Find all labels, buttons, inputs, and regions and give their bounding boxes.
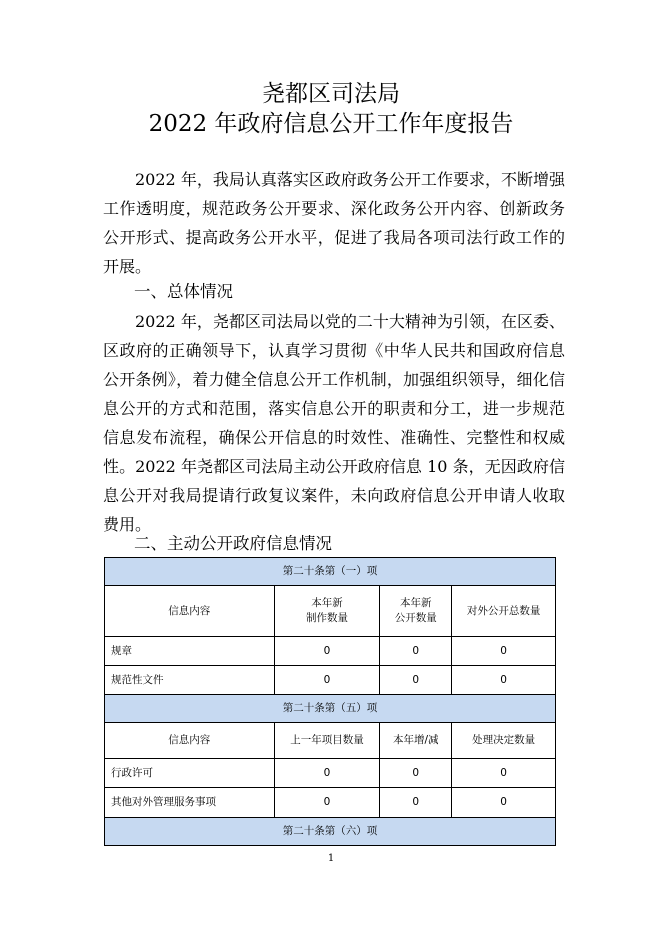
header-cell: 处理决定数量 xyxy=(452,723,556,759)
cell-value: 0 xyxy=(380,666,452,695)
header-cell: 对外公开总数量 xyxy=(452,586,556,637)
cell-value: 0 xyxy=(452,666,556,695)
cell-value: 0 xyxy=(452,788,556,818)
section1-text: 2022 年，尧都区司法局以党的二十大精神为引领，在区委、区政府的正确领导下，认真学习贯彻《中华人民共和国政府信息公开条例》，着力健全信息公开工作机制，加强组织领导，细化信息公开的方式和范围，落实信息公开的职责和分工，进一步规范信息发布流程，确保公开信息的时效性、准确性、完整性和权威性。2022 年尧都区司法局主动公开政府信息 10 条，无因政府信息公开对我局提请行政复议案件，未向政府信息公开申请人收取费用。 xyxy=(103,312,565,534)
table-row xyxy=(105,788,556,818)
cell-value: 0 xyxy=(380,788,452,818)
cell-content: 规范性文件 xyxy=(105,666,275,695)
header-cell: 信息内容 xyxy=(105,586,275,637)
cell-value: 0 xyxy=(274,759,380,788)
table-row xyxy=(105,759,556,788)
table-row xyxy=(105,637,556,666)
doc-title-line1: 尧都区司法局 xyxy=(262,81,400,107)
section2-heading: 二、主动公开政府信息情况 xyxy=(134,534,332,553)
section-title: 第二十条第（五）项 xyxy=(105,695,556,723)
section-title: 第二十条第（六）项 xyxy=(105,818,556,846)
cell-content: 其他对外管理服务事项 xyxy=(105,788,275,818)
cell-value: 0 xyxy=(274,637,380,666)
disclosure-table xyxy=(104,557,556,846)
cell-value: 0 xyxy=(452,637,556,666)
cell-value: 0 xyxy=(380,759,452,788)
table-row xyxy=(105,666,556,695)
header-cell: 本年新 公开数量 xyxy=(380,586,452,637)
cell-content: 行政许可 xyxy=(105,759,275,788)
section1-paragraph xyxy=(103,307,565,539)
table-section-header xyxy=(105,818,556,846)
header-cell: 本年增/减 xyxy=(380,723,452,759)
intro-paragraph xyxy=(103,165,565,281)
section1-heading: 一、总体情况 xyxy=(134,282,233,301)
header-cell: 本年新 制作数量 xyxy=(274,586,380,637)
section-title: 第二十条第（一）项 xyxy=(105,558,556,586)
cell-value: 0 xyxy=(274,788,380,818)
table-header-row xyxy=(105,723,556,759)
header-cell: 上一年项目数量 xyxy=(274,723,380,759)
intro-text: 2022 年，我局认真落实区政府政务公开工作要求，不断增强工作透明度，规范政务公开要求、深化政务公开内容、创新政务公开形式、提高政务公开水平，促进了我局各项司法行政工作的开展。 xyxy=(103,170,565,276)
cell-content: 规章 xyxy=(105,637,275,666)
cell-value: 0 xyxy=(274,666,380,695)
cell-value: 0 xyxy=(452,759,556,788)
table-section-header xyxy=(105,695,556,723)
doc-title-line2: 2022 年政府信息公开工作年度报告 xyxy=(148,111,514,137)
table-section-header xyxy=(105,558,556,586)
table-header-row xyxy=(105,586,556,637)
cell-value: 0 xyxy=(380,637,452,666)
page-number: 1 xyxy=(327,853,335,864)
header-cell: 信息内容 xyxy=(105,723,275,759)
